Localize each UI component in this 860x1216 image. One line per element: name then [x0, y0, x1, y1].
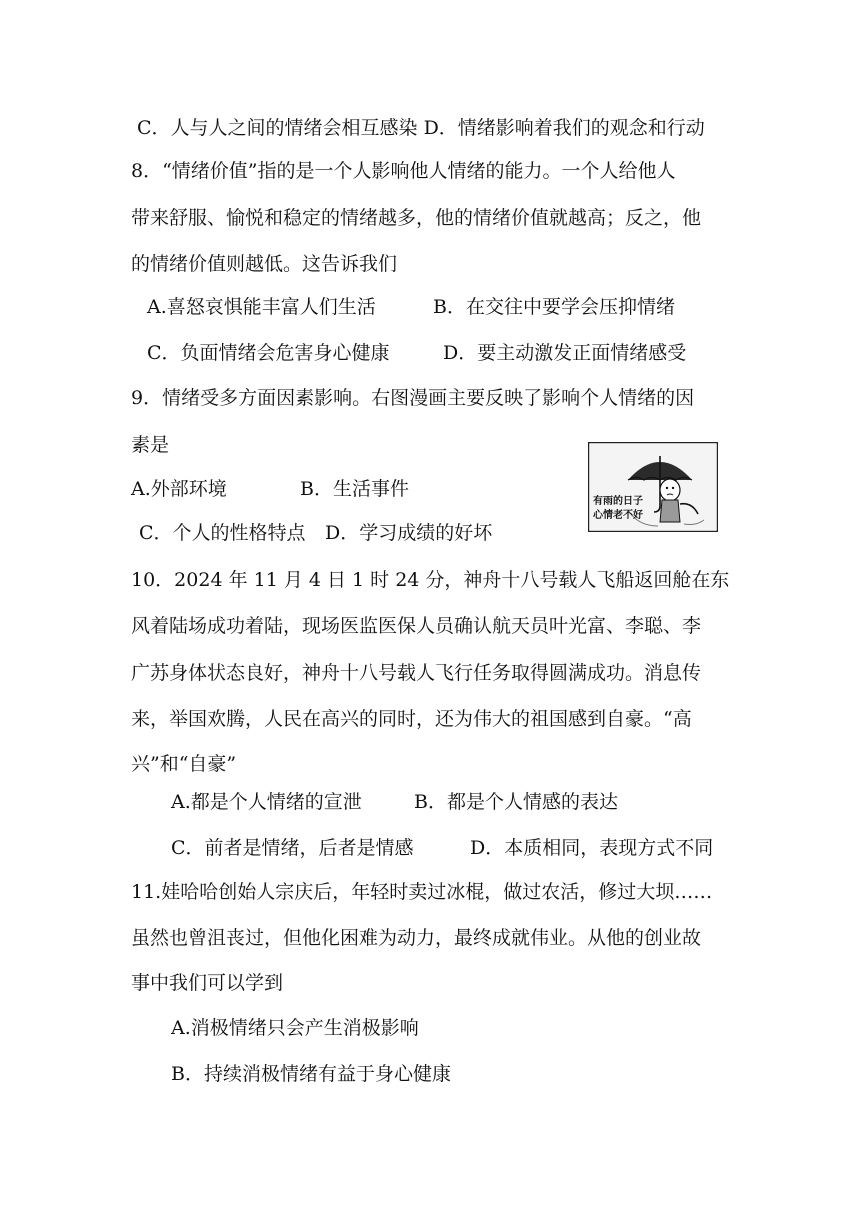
- q9-option-b: B．生活事件: [300, 478, 409, 500]
- q10-option-d: D．本质相同，表现方式不同: [470, 837, 714, 859]
- q10-stem-line3: 广苏身体状态良好，神舟十八号载人飞行任务取得圆满成功。消息传: [131, 662, 702, 684]
- q8-stem-line2: 带来舒服、愉悦和稳定的情绪越多，他的情绪价值就越高；反之，他: [131, 207, 702, 229]
- umbrella-cartoon-image: [588, 442, 718, 532]
- cartoon-caption-line1: 有雨的日子: [593, 496, 643, 507]
- q10-option-a: A.都是个人情绪的宣泄: [171, 791, 362, 813]
- q7-option-c-d: C．人与人之间的情绪会相互感染 D．情绪影响着我们的观念和行动: [137, 117, 705, 139]
- q11-option-b: B．持续消极情绪有益于身心健康: [171, 1063, 451, 1085]
- q9-option-d: D．学习成绩的好坏: [325, 522, 493, 544]
- q8-option-d: D．要主动激发正面情绪感受: [443, 342, 687, 364]
- q10-option-b: B．都是个人情感的表达: [414, 791, 618, 813]
- q8-option-c: C．负面情绪会危害身心健康: [147, 342, 390, 364]
- q10-stem-line4: 来，举国欢腾，人民在高兴的同时，还为伟大的祖国感到自豪。“高: [131, 708, 692, 730]
- q11-option-a: A.消极情绪只会产生消极影响: [171, 1017, 419, 1039]
- cartoon-caption-line2: 心情老不好: [593, 510, 643, 521]
- q9-stem-line1: 9．情绪受多方面因素影响。右图漫画主要反映了影响个人情绪的因: [131, 387, 695, 409]
- q10-stem-line1: 10．2024 年 11 月 4 日 1 时 24 分，神舟十八号载人飞船返回舱在东: [131, 569, 730, 591]
- q8-option-b: B．在交往中要学会压抑情绪: [433, 296, 675, 318]
- q11-stem-line3: 事中我们可以学到: [131, 972, 284, 994]
- q9-option-c: C．个人的性格特点: [139, 522, 306, 544]
- q11-stem-line1: 11.娃哈哈创始人宗庆后，年轻时卖过冰棍，做过农活，修过大坝……: [131, 881, 713, 903]
- q10-stem-line2: 风着陆场成功着陆，现场医监医保人员确认航天员叶光富、李聪、李: [131, 615, 702, 637]
- q10-stem-line5: 兴”和“自豪”: [131, 753, 237, 775]
- q8-stem-line1: 8．“情绪价值”指的是一个人影响他人情绪的能力。一个人给他人: [131, 160, 676, 182]
- q8-stem-line3: 的情绪价值则越低。这告诉我们: [131, 253, 398, 275]
- q9-stem-line2: 素是: [131, 434, 170, 456]
- q9-option-a: A.外部环境: [131, 478, 227, 500]
- q8-option-a: A.喜怒哀惧能丰富人们生活: [147, 296, 376, 318]
- q10-option-c: C．前者是情绪，后者是情感: [171, 837, 414, 859]
- q11-stem-line2: 虽然也曾沮丧过，但他化困难为动力，最终成就伟业。从他的创业故: [131, 927, 702, 949]
